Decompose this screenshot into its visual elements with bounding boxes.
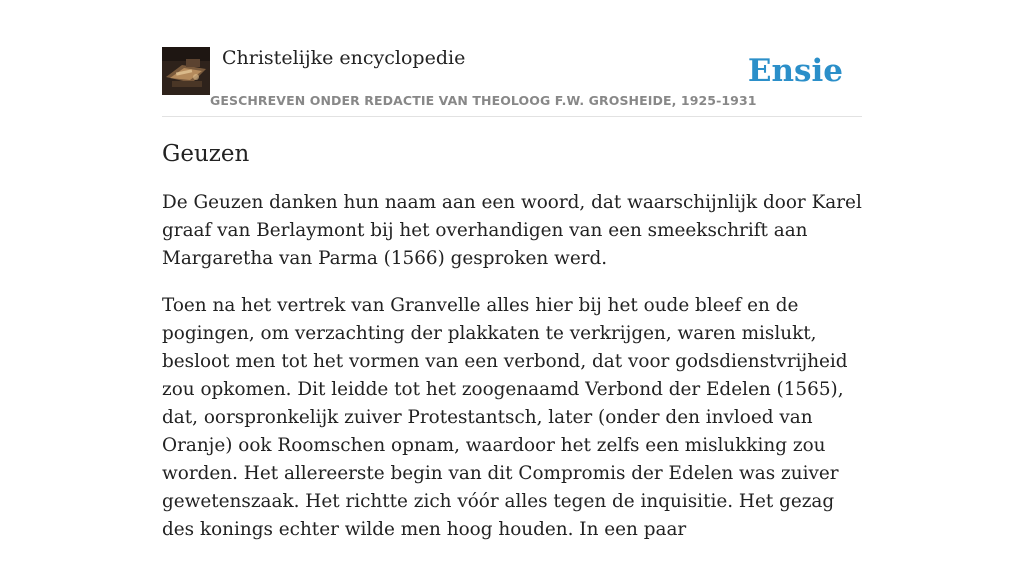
ensie-logo[interactable]: Ensie xyxy=(747,53,843,89)
article-paragraph-2: Toen na het vertrek van Granvelle alles hier bij het oude bleef en de pogingen, om verzachting der plakkaten te verkrijgen, waren mislukt, besloot men tot het vormen van een verbond, dat voor godsdienstvrijheid zou opkomen. Dit leidde tot het zoogenaamd Verbond der Edelen (1565), dat, oorspronkelijk zuiver Protestantsch, later (onder den invloed van Oranje) ook Roomschen opnam, waardoor het zelfs een mislukking zou worden. Het allereerste begin van dit Compromis der Edelen was zuiver gewetenszaak. Het richtte zich vóór alles tegen de inquisitie. Het gezag des konings echter wilde men hoog houden. In een paar xyxy=(162,295,848,540)
encyclopedia-avatar-icon[interactable] xyxy=(162,47,210,95)
site-title[interactable]: Christelijke encyclopedie xyxy=(222,47,466,69)
site-subtitle: GESCHREVEN ONDER REDACTIE VAN THEOLOOG F.W. GROSHEIDE, 1925-1931 xyxy=(210,93,757,108)
article-title: Geuzen xyxy=(162,141,250,167)
article-paragraph-1: De Geuzen danken hun naam aan een woord, dat waarschijnlijk door Karel graaf van Berlaymont bij het overhandigen van een smeekschrift aan Margaretha van Parma (1566) gesproken werd. xyxy=(162,192,862,269)
site-header xyxy=(162,46,862,117)
article xyxy=(162,136,864,563)
